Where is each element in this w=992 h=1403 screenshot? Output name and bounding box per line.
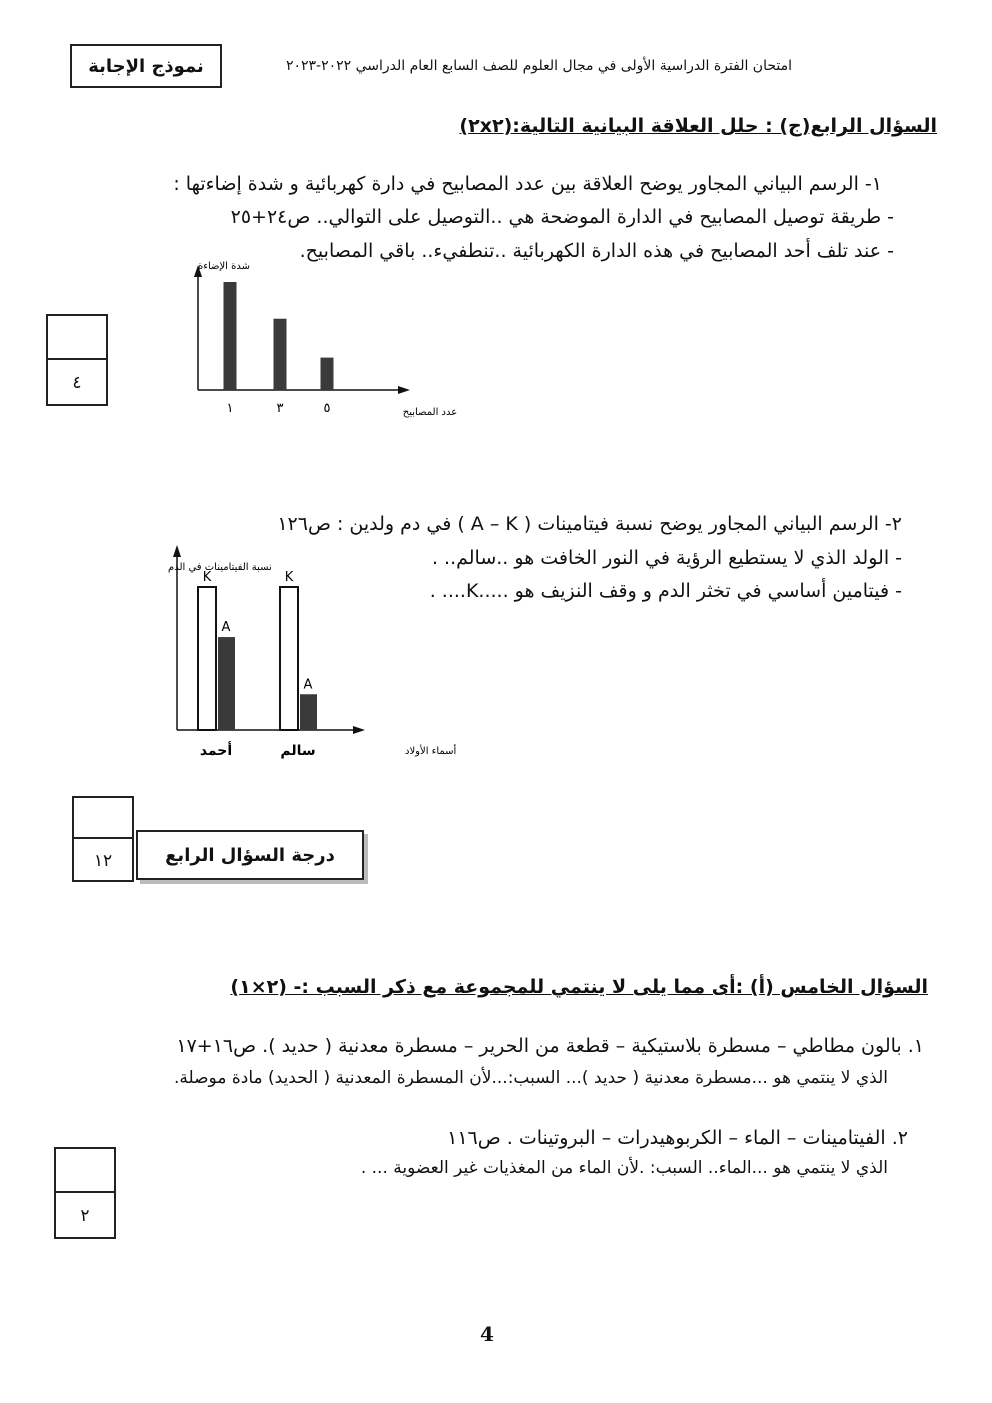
q4-item2-answer-a: - الولد الذي لا يستطيع الرؤية في النور الخافت هو ..سالم.. . [431, 547, 902, 569]
chart1-ylabel: شدة الإضاءة [198, 261, 251, 272]
chart1-tick-1: ١ [226, 401, 234, 416]
q5-item2-list: ٢. الفيتامينات – الماء – الكربوهيدرات – البروتينات . ص١١٦ [447, 1127, 908, 1149]
q4-item1-answer-a: - طريقة توصيل المصابيح في الدارة الموضحة هي ..التوصيل على التوالي.. ص٢٤+٢٥ [230, 206, 894, 228]
answer-model-box [70, 44, 222, 88]
q4-total-label: درجة السؤال الرابع [165, 844, 335, 866]
q4-title: السؤال الرابع(ج) : حلل العلاقة البيانية التالية:(٢x٢) [459, 115, 937, 137]
q5-title: السؤال الخامس (أ) :أى مما يلى لا ينتمي للمجموعة مع ذكر السبب :- (٢×١) [230, 976, 928, 998]
vitamins-chart [40, 540, 457, 765]
chart2-bar-a-2 [300, 694, 317, 730]
q4-total-grade-box [72, 796, 134, 882]
chart1-tick-3: ٥ [323, 401, 331, 416]
answer-model-label: نموذج الإجابة [88, 55, 204, 77]
q5-grade: ٢ [80, 1206, 90, 1227]
q5-grade-box [54, 1147, 116, 1239]
lamps-brightness-chart [110, 255, 470, 425]
chart1-x-arrow [398, 386, 410, 394]
q4-item1-answer-b: - عند تلف أحد المصابيح في هذه الدارة الكهربائية ..تنطفيء.. باقي المصابيح. [299, 240, 894, 262]
exam-header: امتحان الفترة الدراسية الأولى في مجال العلوم للصف السابع العام الدراسي ٢٠٢٢-٢٠٢٣ [285, 58, 792, 74]
q4-item1-grade-box [46, 314, 108, 406]
chart2-label-a-2: A [303, 677, 313, 693]
chart2-label-a-1: A [221, 620, 231, 636]
chart2-ylabel: نسبة الفيتامينات في الدم [168, 562, 272, 573]
chart2-y-arrow [173, 545, 181, 557]
chart2-bar-k-1 [198, 587, 216, 730]
chart1-xlabel: عدد المصابيح [402, 407, 458, 418]
chart2-x-arrow [353, 726, 365, 734]
chart2-bar-a-1 [218, 637, 235, 730]
q5-item1-answer: الذي لا ينتمي هو ...مسطرة معدنية ( حديد )... السبب:...لأن المسطرة المعدنية ( الحديد) مادة موصلة. [173, 1068, 888, 1088]
chart2-label-k-1: K [202, 570, 212, 585]
q4-item1-grade: ٤ [72, 373, 82, 394]
chart1-tick-2: ٣ [276, 401, 284, 416]
page-number: 4 [480, 1322, 494, 1346]
q4-item1-intro: ١- الرسم البياني المجاور يوضح العلاقة بين عدد المصابيح في دارة كهربائية و شدة إضاءتها : [173, 173, 882, 195]
chart2-label-k-2: K [284, 570, 294, 585]
chart2-category-1: أحمد [199, 743, 233, 759]
q4-total-label-box [136, 830, 364, 880]
q4-item2-intro: ٢- الرسم البياني المجاور يوضح نسبة فيتامينات ( A – K ) في دم ولدين : ص١٢٦ [277, 513, 902, 535]
chart2-xlabel: أسماء الأولاد [405, 746, 457, 757]
chart1-bar-1 [224, 282, 237, 390]
chart1-bar-3 [321, 358, 334, 390]
chart2-bar-k-2 [280, 587, 298, 730]
q4-total-grade: ١٢ [93, 850, 113, 871]
q5-item2-answer: الذي لا ينتمي هو ...الماء.. السبب: .لأن الماء من المغذيات غير العضوية ... . [360, 1158, 888, 1178]
q4-item2-answer-b: - فيتامين أساسي في تخثر الدم و وقف النزيف هو .....K.... . [429, 580, 902, 602]
chart2-category-2: سالم [280, 743, 316, 759]
q5-item1-list: ١. بالون مطاطي – مسطرة بلاستيكية – قطعة من الحرير – مسطرة معدنية ( حديد ). ص١٦+١٧ [176, 1035, 924, 1057]
chart1-bar-2 [274, 319, 287, 390]
